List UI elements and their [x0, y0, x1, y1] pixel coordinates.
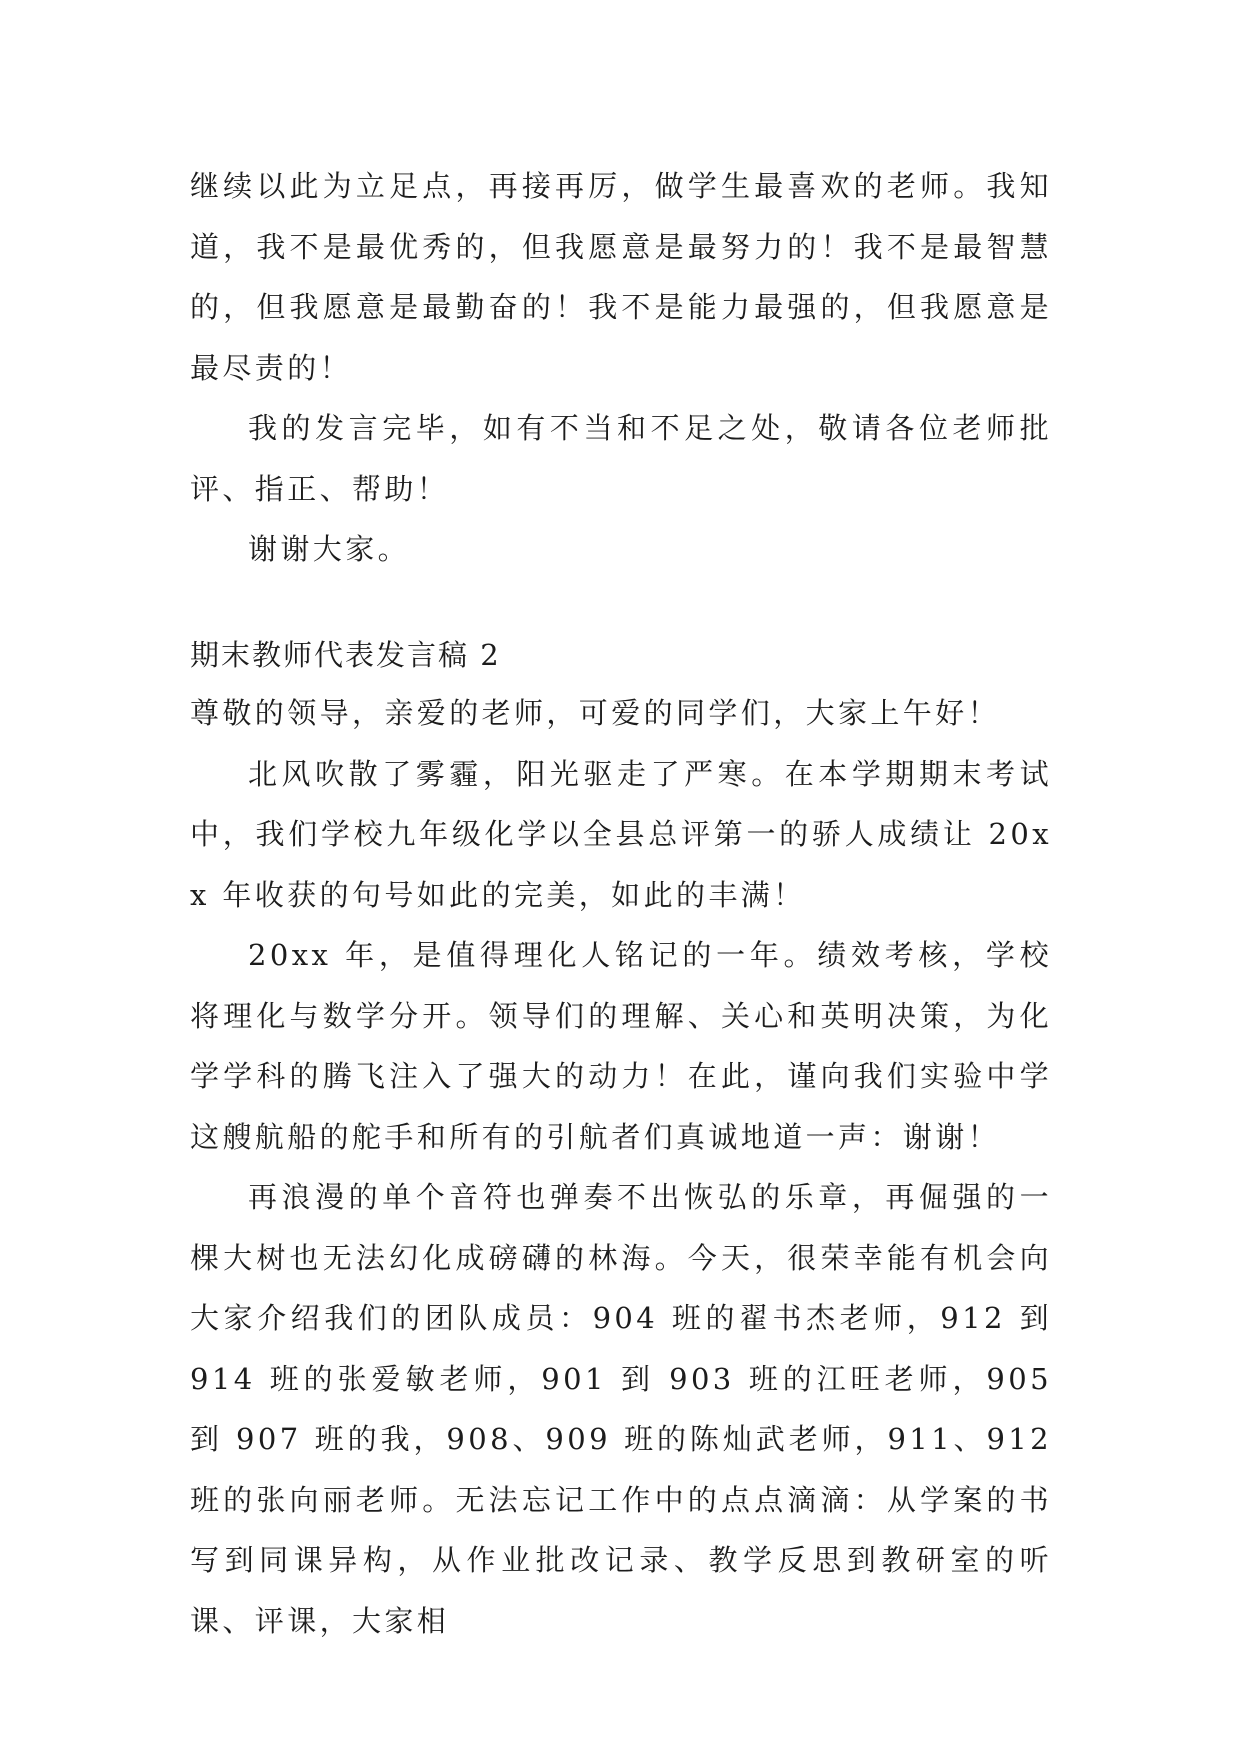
paragraph-closing-remarks: 我的发言完毕，如有不当和不足之处，敬请各位老师批评、指正、帮助！: [190, 411, 1052, 506]
section2-heading-block: [190, 625, 1052, 686]
paragraph-year-review: 20xx 年，是值得理化人铭记的一年。绩效考核，学校将理化与数学分开。领导们的理解、关心和英明决策，为化学学科的腾飞注入了强大的动力！在此，谨向我们实验中学这艘航船的舵手和所有的引航者们真诚地道一声：谢谢！: [190, 938, 1052, 1154]
greeting: 尊敬的领导，亲爱的老师，可爱的同学们，大家上午好！: [190, 696, 1001, 730]
paragraph-continuation: 继续以此为立足点，再接再厉，做学生最喜欢的老师。我知道，我不是最优秀的，但我愿意是最努力的！我不是最智慧的，但我愿意是最勤奋的！我不是能力最强的，但我愿意是最尽责的！: [190, 169, 1052, 385]
section1-body: [190, 156, 1052, 580]
paragraph-exam-results: 北风吹散了雾霾，阳光驱走了严寒。在本学期期末考试中，我们学校九年级化学以全县总评第一的骄人成绩让 20xx 年收获的句号如此的完美，如此的丰满！: [190, 756, 1052, 912]
section2-body: [190, 683, 1052, 1651]
paragraph-thanks: 谢谢大家。: [248, 532, 411, 566]
paragraph-team-members: 再浪漫的单个音符也弹奏不出恢弘的乐章，再倔强的一棵大树也无法幻化成磅礴的林海。今天，很荣幸能有机会向大家介绍我们的团队成员：904 班的翟书杰老师，912 到 914 班的张爱敏老师，901 到 903 班的江旺老师，905 到 907 班的我，908、909 班的陈灿武老师，911、912 班的张向丽老师。无法忘记工作中的点点滴滴：从学案的书写到同课异构，从作业批改记录、教学反思到教研室的听课、评课，大家相: [190, 1180, 1052, 1638]
section2-title: 期末教师代表发言稿 2: [190, 638, 501, 672]
